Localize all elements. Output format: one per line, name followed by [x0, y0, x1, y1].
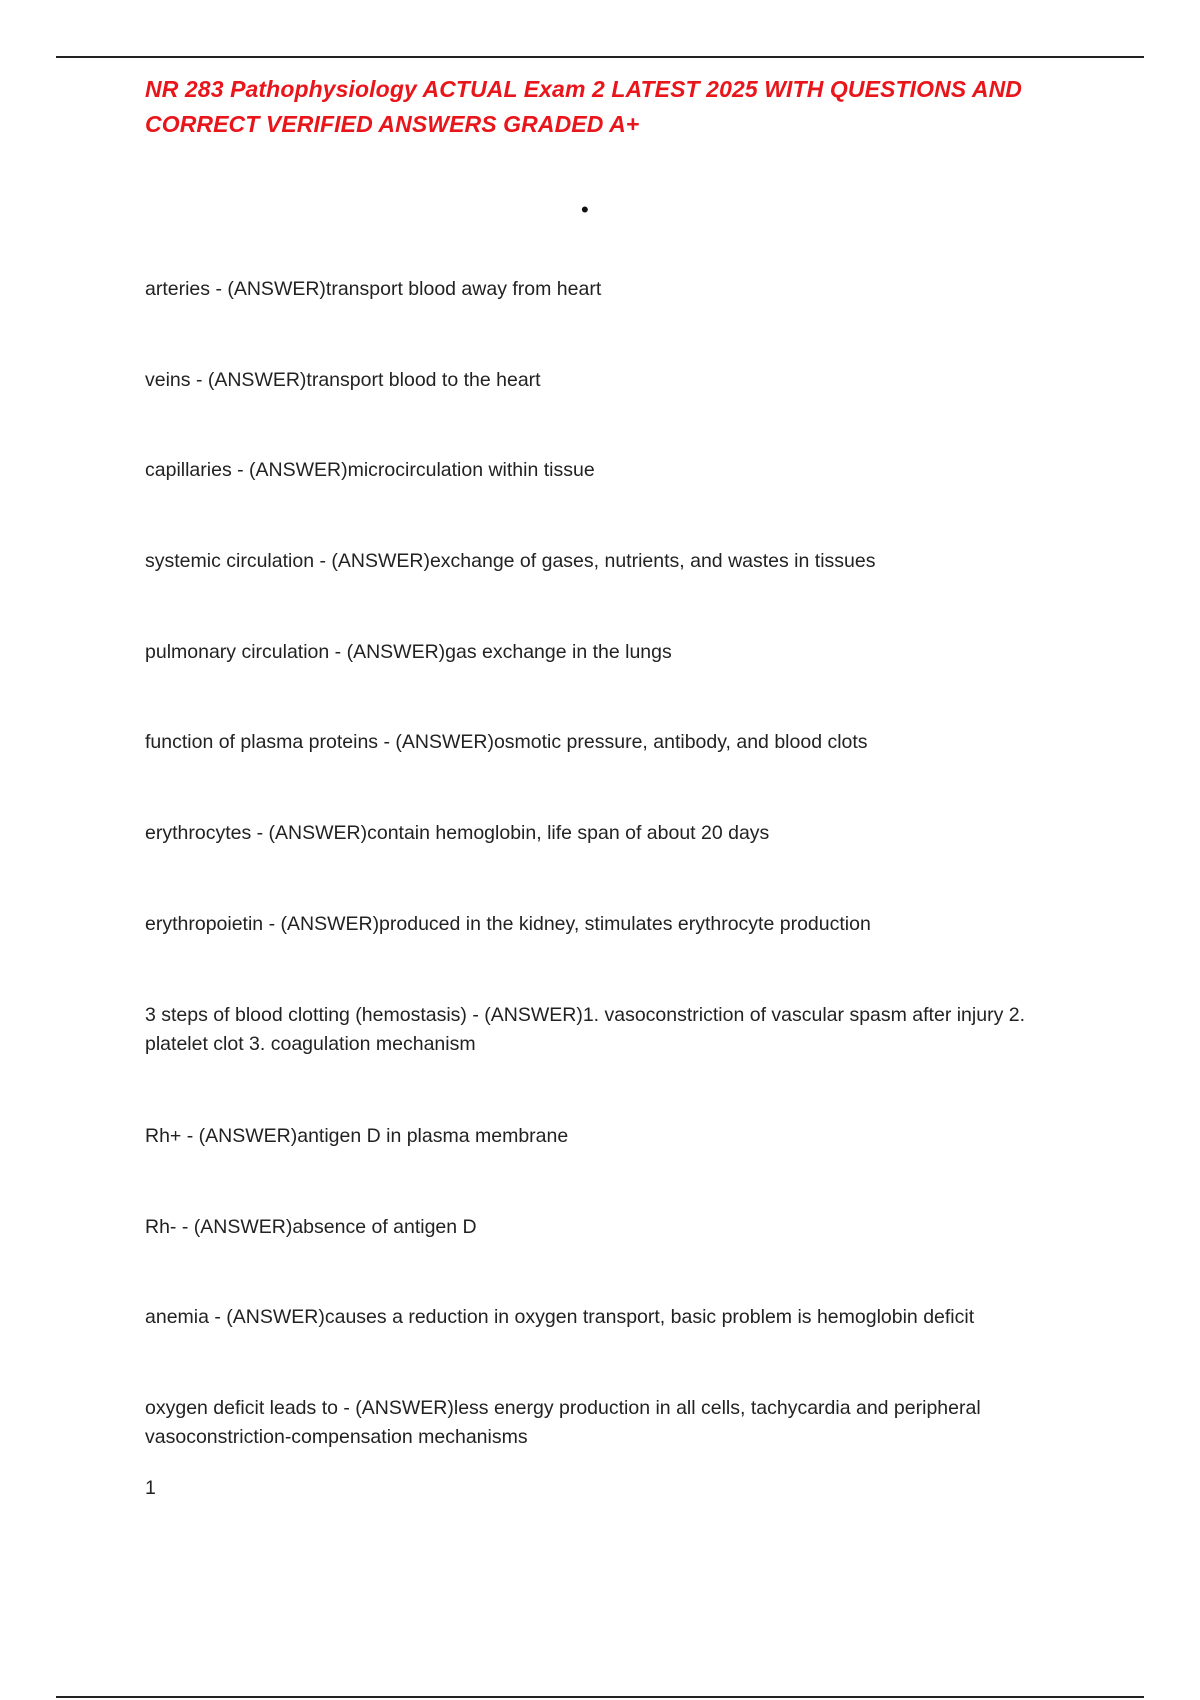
qa-item-erythropoietin: erythropoietin - (ANSWER)produced in the kidney, stimulates erythrocyte production: [145, 913, 871, 935]
qa-item-plasma-proteins: function of plasma proteins - (ANSWER)osmotic pressure, antibody, and blood clots: [145, 731, 868, 753]
qa-item-veins: veins - (ANSWER)transport blood to the heart: [145, 369, 541, 391]
qa-item-erythrocytes: erythrocytes - (ANSWER)contain hemoglobin, life span of about 20 days: [145, 822, 770, 844]
page-number: 1: [145, 1477, 156, 1499]
qa-item-rh-positive: Rh+ - (ANSWER)antigen D in plasma membrane: [145, 1125, 569, 1147]
qa-item-arteries: arteries - (ANSWER)transport blood away from heart: [145, 278, 602, 300]
qa-item-blood-clotting: 3 steps of blood clotting (hemostasis) - (ANSWER)1. vasoconstriction of vascular spasm after injury 2. platelet clot 3. coagulation mechanism: [145, 1004, 1026, 1055]
qa-item-pulmonary-circulation: pulmonary circulation - (ANSWER)gas exchange in the lungs: [145, 641, 672, 663]
top-rule: [56, 56, 1144, 58]
bullet-marker: •: [581, 197, 589, 222]
qa-item-rh-negative: Rh- - (ANSWER)absence of antigen D: [145, 1216, 477, 1238]
qa-item-anemia: anemia - (ANSWER)causes a reduction in oxygen transport, basic problem is hemoglobin deficit: [145, 1306, 975, 1328]
bottom-rule: [56, 1696, 1144, 1698]
qa-item-capillaries: capillaries - (ANSWER)microcirculation within tissue: [145, 459, 595, 481]
document-title: NR 283 Pathophysiology ACTUAL Exam 2 LATEST 2025 WITH QUESTIONS AND CORRECT VERIFIED ANSWERS GRADED A+: [145, 76, 1023, 137]
qa-item-systemic-circulation: systemic circulation - (ANSWER)exchange of gases, nutrients, and wastes in tissues: [145, 550, 876, 572]
qa-item-oxygen-deficit: oxygen deficit leads to - (ANSWER)less energy production in all cells, tachycardia and peripheral vasoconstriction-compensation mechanisms: [145, 1397, 981, 1448]
